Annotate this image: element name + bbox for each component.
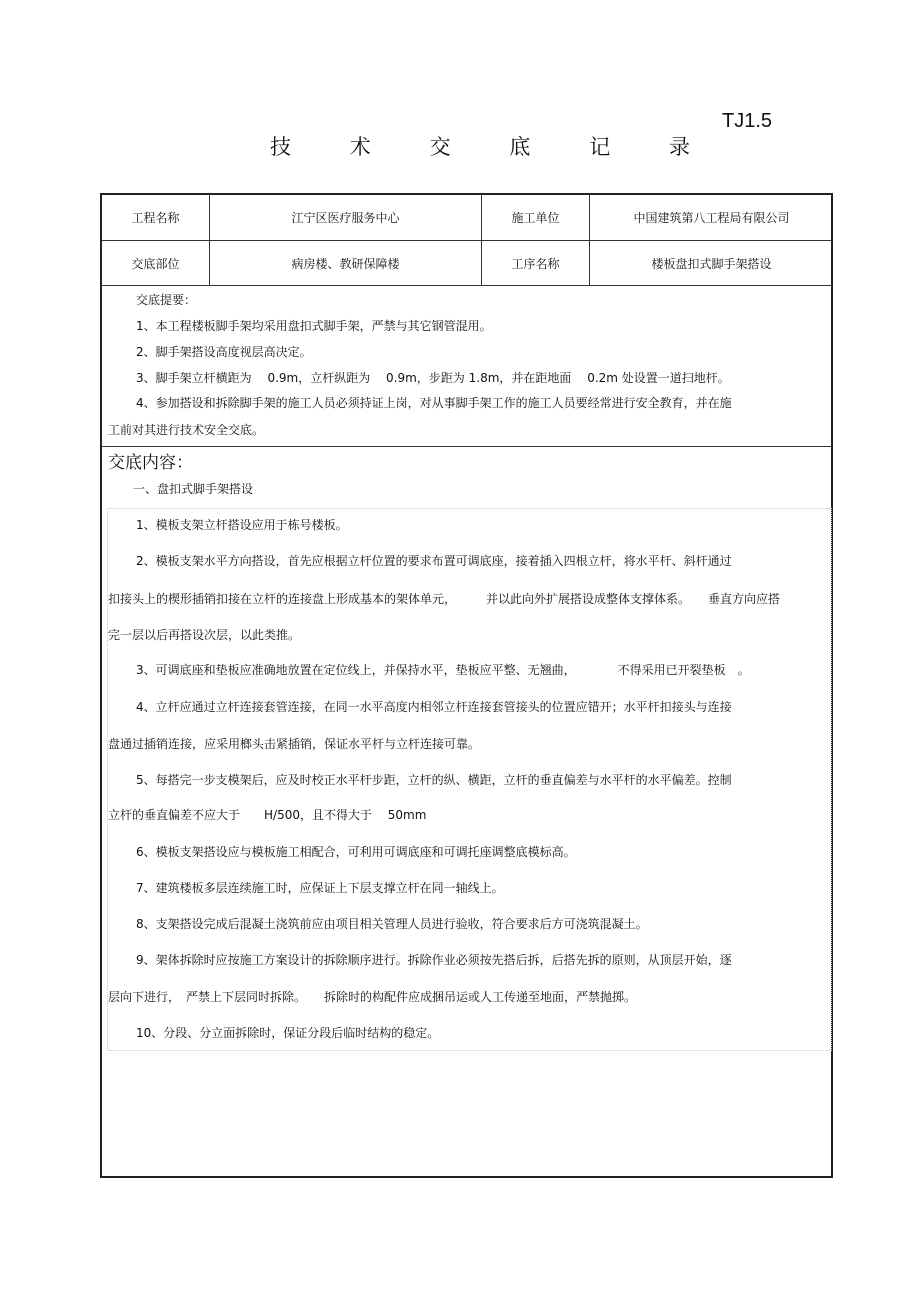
- location-label: 交底部位: [131, 256, 180, 271]
- content-line: 盘通过插销连接，应采用榔头击紧插销，保证水平杆与立杆连接可靠。: [108, 737, 481, 751]
- contractor-value: 中国建筑第八工程局有限公司: [633, 211, 790, 225]
- summary-line: 2、脚手架搭设高度视层高决定。: [136, 345, 312, 359]
- project-name-label: 工程名称: [131, 211, 180, 225]
- content-line: 6、模板支架搭设应与模板施工相配合，可利用可调底座和可调托座调整底模标高。: [136, 845, 576, 859]
- content-line: 层向下进行， 严禁上下层同时拆除。 拆除时的构配件应成捆吊运或人工传递至地面，严禁抛掷。: [108, 990, 637, 1004]
- summary-heading: 交底提要：: [136, 293, 197, 307]
- summary-line: 工前对其进行技术安全交底。: [108, 423, 265, 437]
- document-code: TJ1.5: [722, 110, 773, 132]
- summary-line: 3、脚手架立杆横距为 0.9m，立杆纵距为 0.9m，步距为 1.8m，并在距地面 0.2m 处设置一道扫地杆。: [136, 371, 730, 385]
- title-char: 技: [270, 135, 291, 159]
- record-form: [100, 193, 833, 1178]
- title-char: 交: [429, 135, 451, 159]
- content-line: 立杆的垂直偏差不应大于 H/500，且不得大于 50mm: [108, 808, 427, 822]
- content-line: 3、可调底座和垫板应准确地放置在定位线上，并保持水平，垫板应平整、无翘曲， 不得采用已开裂垫板 。: [136, 663, 750, 677]
- content-line: 5、每搭完一步支模架后，应及时校正水平杆步距，立杆的纵、横距，立杆的垂直偏差与水平杆的水平偏差。控制: [136, 773, 732, 787]
- section-title: 一、盘扣式脚手架搭设: [133, 482, 254, 496]
- process-label: 工序名称: [511, 256, 560, 271]
- content-line: 8、支架搭设完成后混凝土浇筑前应由项目相关管理人员进行验收，符合要求后方可浇筑混凝土。: [136, 917, 648, 931]
- title-char: 术: [349, 135, 371, 159]
- content-line: 7、建筑楼板多层连续施工时，应保证上下层支撑立杆在同一轴线上。: [136, 881, 504, 895]
- document-title: [270, 131, 690, 161]
- content-line: 10、分段、分立面拆除时，保证分段后临时结构的稳定。: [136, 1026, 440, 1040]
- project-name-value: 江宁区医疗服务中心: [291, 211, 400, 225]
- content-line: 9、架体拆除时应按施工方案设计的拆除顺序进行。拆除作业必须按先搭后拆，后搭先拆的原则，从顶层开始，逐: [136, 953, 732, 967]
- contractor-label: 施工单位: [511, 211, 560, 225]
- row-divider: [102, 446, 831, 447]
- title-char: 底: [509, 135, 531, 159]
- content-heading: 交底内容：: [108, 453, 193, 473]
- content-line: 完一层以后再搭设次层，以此类推。: [108, 628, 301, 642]
- row-divider: [102, 285, 831, 286]
- content-line: 2、模板支架水平方向搭设，首先应根据立杆位置的要求布置可调底座，接着插入四根立杆，将水平杆、斜杆通过: [136, 554, 732, 568]
- content-line: 1、模板支架立杆搭设应用于栋号楼板。: [136, 518, 348, 532]
- content-line: 扣接头上的楔形插销扣接在立杆的连接盘上形成基本的架体单元， 并以此向外扩展搭设成整体支撑体系。 垂直方向应搭: [108, 592, 781, 606]
- process-value: 楼板盘扣式脚手架搭设: [651, 256, 772, 271]
- content-line: 4、立杆应通过立杆连接套管连接，在同一水平高度内相邻立杆连接套管接头的位置应错开；水平杆扣接头与连接: [136, 700, 732, 714]
- title-char: 录: [668, 135, 690, 159]
- location-value: 病房楼、教研保障楼: [291, 256, 400, 271]
- summary-line: 4、参加搭设和拆除脚手架的施工人员必须持证上岗，对从事脚手架工作的施工人员要经常进行安全教育，并在施: [136, 396, 732, 410]
- title-char: 记: [589, 135, 611, 159]
- summary-line: 1、本工程楼板脚手架均采用盘扣式脚手架，严禁与其它钢管混用。: [136, 319, 492, 333]
